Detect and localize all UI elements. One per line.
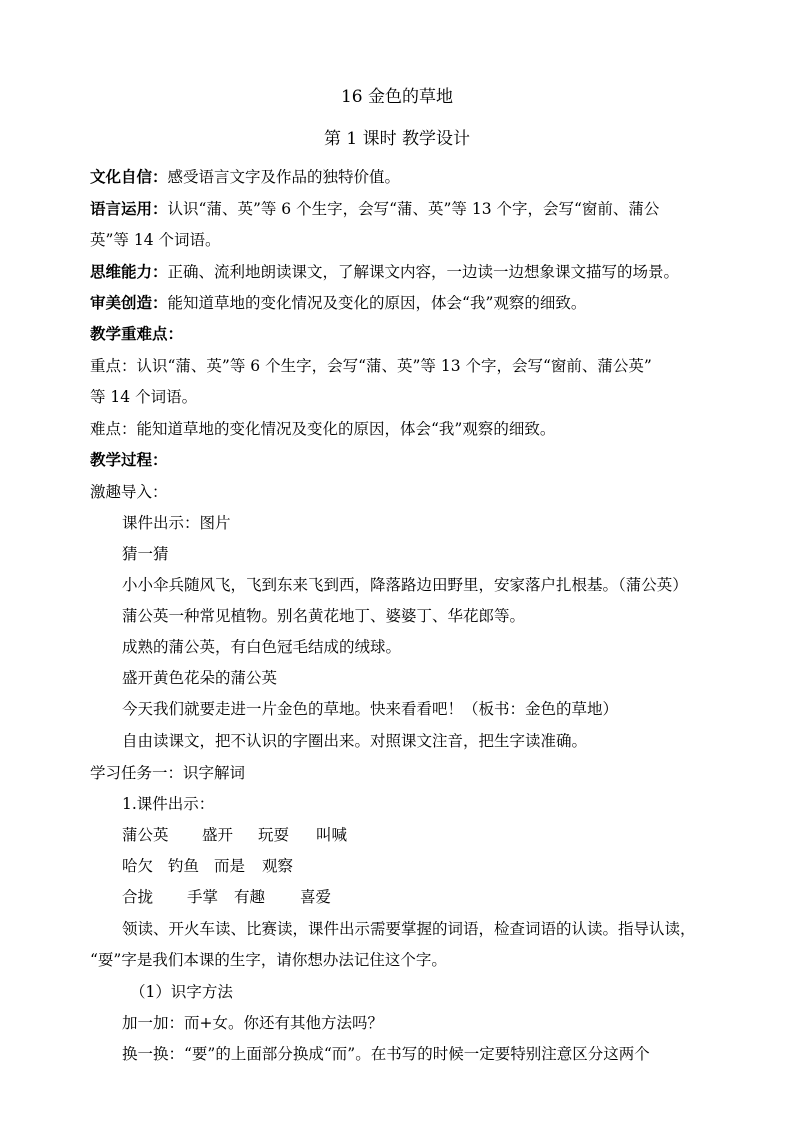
vocab-word: 叫喊 bbox=[316, 826, 348, 844]
method-heading: （1）识字方法 bbox=[130, 983, 233, 1001]
vocab-word: 盛开 bbox=[202, 826, 234, 844]
vocab-word: 蒲公英 bbox=[122, 826, 169, 844]
task1-heading: 学习任务一：识字解词 bbox=[90, 764, 246, 782]
vocab-row bbox=[122, 855, 293, 877]
objective-label: 审美创造： bbox=[90, 293, 168, 312]
objective-label: 思维能力： bbox=[90, 262, 168, 281]
keypoint-key: 重点：认识“蒲、英”等 6 个生字，会写“蒲、英”等 13 个字，会写“窗前、蒲公英” bbox=[90, 357, 652, 375]
vocab-word: 手掌 bbox=[187, 888, 219, 906]
objective-text: 感受语言文字及作品的独特价值。 bbox=[167, 168, 401, 186]
vocab-word: 玩耍 bbox=[258, 826, 290, 844]
document-title: 16 金色的草地 bbox=[340, 87, 454, 107]
process-intro: 激趣导入： bbox=[90, 483, 168, 501]
keypoint-difficulty: 难点：能知道草地的变化情况及变化的原因，体会“我”观察的细致。 bbox=[90, 420, 556, 438]
process-line: 成熟的蒲公英，有白色冠毛结成的绒球。 bbox=[122, 638, 402, 656]
process-line: 课件出示：图片 bbox=[122, 514, 231, 532]
vocab-word: 钓鱼 bbox=[168, 857, 200, 875]
objective-language bbox=[90, 198, 659, 220]
method-line: 换一换：“要”的上面部分换成“而”。在书写的时候一定要特别注意区分这两个 bbox=[122, 1045, 650, 1063]
objective-text: 能知道草地的变化情况及变化的原因，体会“我”观察的细致。 bbox=[167, 294, 587, 312]
process-line: 自由读课文，把不认识的字圈出来。对照课文注音，把生字读准确。 bbox=[122, 732, 588, 750]
objective-text: 正确、流利地朗读课文，了解课文内容，一边读一边想象课文描写的场景。 bbox=[167, 263, 680, 281]
vocab-word: 合拢 bbox=[122, 888, 154, 906]
paragraph-line: “耍”字是我们本课的生字，请你想办法记住这个字。 bbox=[90, 951, 447, 969]
objective-thinking bbox=[90, 261, 679, 283]
vocab-word: 哈欠 bbox=[122, 857, 154, 875]
process-line: 盛开黄色花朵的蒲公英 bbox=[122, 669, 278, 687]
objective-text: 认识“蒲、英”等 6 个生字，会写“蒲、英”等 13 个字，会写“窗前、蒲公 bbox=[167, 200, 660, 218]
objective-label: 文化自信： bbox=[90, 167, 168, 186]
vocab-word: 而是 bbox=[214, 857, 246, 875]
document-subtitle: 第 1 课时 教学设计 bbox=[323, 129, 471, 149]
method-line: 加一加：而+女。你还有其他方法吗？ bbox=[122, 1014, 383, 1032]
process-line: 小小伞兵随风飞，飞到东来飞到西，降落路边田野里，安家落户扎根基。（蒲公英） bbox=[122, 576, 688, 594]
paragraph-line: 领读、开火车读、比赛读，课件出示需要掌握的词语，检查词语的认读。指导认读， bbox=[122, 920, 696, 938]
vocab-word: 喜爱 bbox=[300, 888, 332, 906]
vocab-row bbox=[122, 824, 347, 846]
process-line: 猜一猜 bbox=[122, 545, 169, 563]
objective-language-cont: 英”等 14 个词语。 bbox=[90, 231, 221, 249]
objective-label: 语言运用： bbox=[90, 199, 168, 218]
vocab-word: 观察 bbox=[262, 857, 294, 875]
process-line: 今天我们就要走进一片金色的草地。快来看看吧！（板书：金色的草地） bbox=[122, 700, 619, 718]
vocab-row bbox=[122, 886, 331, 908]
objective-culture bbox=[90, 166, 400, 188]
courseware-label: 1.课件出示： bbox=[122, 795, 215, 813]
vocab-word: 有趣 bbox=[234, 888, 266, 906]
keypoint-key-cont: 等 14 个词语。 bbox=[90, 388, 198, 406]
objective-aesthetic bbox=[90, 292, 586, 314]
process-heading: 教学过程： bbox=[90, 450, 168, 469]
keypoints-heading: 教学重难点： bbox=[90, 324, 184, 343]
process-line: 蒲公英一种常见植物。别名黄花地丁、婆婆丁、华花郎等。 bbox=[122, 607, 526, 625]
